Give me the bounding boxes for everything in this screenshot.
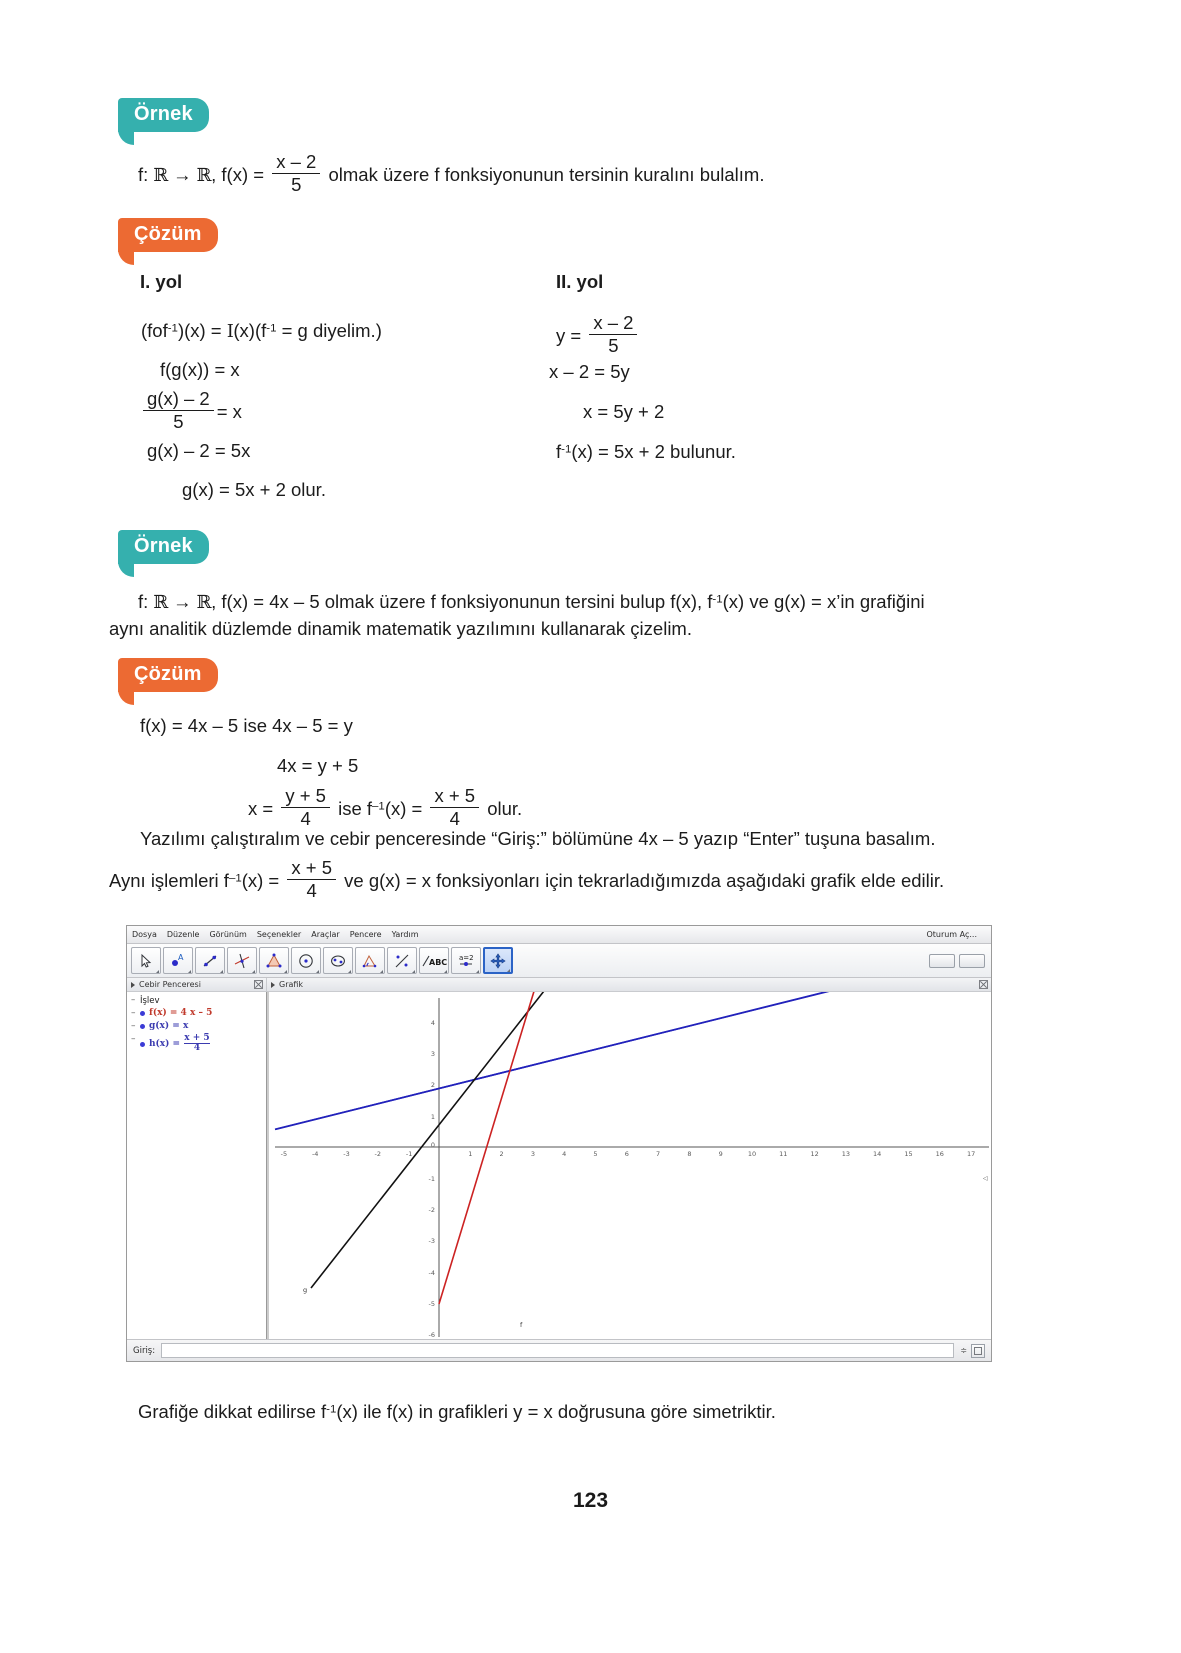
badge-ornek-1-label: Örnek xyxy=(134,103,193,125)
badge-cozum-2-label: Çözüm xyxy=(134,663,202,685)
right-edge-marker: ◁ xyxy=(983,1175,988,1182)
visibility-dot-icon[interactable] xyxy=(140,1024,145,1029)
algebra-item-h-label xyxy=(149,1034,211,1054)
expand-triangle-icon[interactable] xyxy=(271,982,275,988)
fraction-numerator: x – 2 xyxy=(593,312,634,333)
s2p2-c: ve g(x) = x fonksiyonları için tekrarladığımızda aşağıdaki grafik elde edilir. xyxy=(339,870,945,892)
svg-text:11: 11 xyxy=(779,1150,788,1158)
fraction-numerator: x + 5 xyxy=(434,785,476,806)
svg-text:10: 10 xyxy=(747,1150,757,1158)
badge-tail xyxy=(118,251,134,265)
input-bar-right xyxy=(960,1344,991,1358)
svg-text:2: 2 xyxy=(430,1081,435,1089)
solution1-col2-line1 xyxy=(556,313,640,357)
fraction-denominator: 4 xyxy=(287,879,336,902)
solution2-line3 xyxy=(248,786,522,830)
s1c1l1-sup2: -1 xyxy=(266,322,277,335)
svg-text:15: 15 xyxy=(904,1150,913,1158)
fraction-denominator: 5 xyxy=(272,173,320,196)
svg-text:1: 1 xyxy=(468,1150,473,1158)
fraction-x-plus-5-over-4-b xyxy=(287,858,336,902)
fraction-denominator: 4 xyxy=(281,807,330,830)
svg-text:-5: -5 xyxy=(280,1150,288,1158)
fraction-numerator: x + 5 xyxy=(291,857,332,878)
s2l3-mid-b: (x) = xyxy=(384,798,428,820)
redo-button[interactable] xyxy=(959,954,985,968)
solution2-para1: Yazılımı çalıştıralım ve cebir penceresinde “Giriş:” bölümüne 4x – 5 yazıp “Enter” tuşuna basalım. xyxy=(140,828,936,849)
svg-text:-4: -4 xyxy=(428,1269,435,1277)
s1c2l1-lhs: y = xyxy=(556,325,587,347)
algebra-item-f-label: – f(x) = 4 x – 5 xyxy=(149,1008,213,1018)
s1c2l4-b: (x) = 5x + 2 bulunur. xyxy=(571,441,736,462)
graph-svg xyxy=(267,992,991,1339)
menu-item-dosya[interactable]: Dosya xyxy=(132,930,157,939)
circle-center-tool-button[interactable] xyxy=(291,947,321,974)
graphics-view[interactable] xyxy=(267,992,991,1339)
reflect-tool-button[interactable] xyxy=(387,947,417,974)
svg-text:5: 5 xyxy=(593,1150,598,1158)
badge-cozum-2 xyxy=(118,658,218,692)
svg-text:8: 8 xyxy=(687,1150,692,1158)
identity-symbol: I xyxy=(226,321,234,342)
fraction-numerator: x + 5 xyxy=(184,1033,210,1043)
example2-line2: aynı analitik düzlemde dinamik matematik yazılımını kullanarak çizelim. xyxy=(109,618,692,639)
fraction-x-minus-2-over-5-b xyxy=(589,313,637,357)
fraction-gx-minus-2-over-5 xyxy=(143,389,214,433)
badge-cozum-1 xyxy=(118,218,218,252)
s1c1l1-c: (x)(f xyxy=(233,320,267,341)
dropdown-corner-icon xyxy=(412,970,415,973)
algebra-panel-header[interactable] xyxy=(127,978,267,992)
geogebra-body xyxy=(127,978,991,1339)
algebra-item-h[interactable] xyxy=(131,1034,264,1054)
s2l3-sup: –1 xyxy=(372,800,385,813)
badge-cozum-1-label: Çözüm xyxy=(134,223,202,245)
svg-text:A: A xyxy=(178,952,184,962)
menu-item-pencere[interactable]: Pencere xyxy=(349,930,382,939)
perpendicular-line-tool-button[interactable] xyxy=(227,947,257,974)
solution1-col1-title: I. yol xyxy=(140,271,183,292)
point-tool-button[interactable] xyxy=(163,947,193,974)
footer-caption-b: (x) ile f(x) in grafikleri y = x doğrusuna göre simetriktir. xyxy=(336,1401,776,1422)
s1c1l1-b: )(x) = xyxy=(177,320,227,341)
input-field[interactable] xyxy=(161,1343,954,1358)
slider-tool-button[interactable] xyxy=(451,947,481,974)
algebra-view[interactable] xyxy=(127,992,267,1339)
fraction-y-plus-5-over-4 xyxy=(281,786,330,830)
graph-panel-title: Grafik xyxy=(279,980,304,989)
s1c2l4-sup: -1 xyxy=(561,443,572,456)
real-set-symbol-4: ℝ xyxy=(196,592,212,613)
svg-text:-2: -2 xyxy=(374,1150,382,1158)
svg-text:6: 6 xyxy=(624,1150,629,1158)
solution1-col1-line5: g(x) = 5x + 2 olur. xyxy=(182,479,326,500)
algebra-item-f[interactable] xyxy=(131,1008,264,1018)
svg-text:-3: -3 xyxy=(428,1237,435,1245)
real-set-symbol-3: ℝ xyxy=(153,592,168,613)
fraction-numerator: y + 5 xyxy=(285,785,326,806)
algebra-item-h-lhs: h(x) = xyxy=(149,1038,184,1049)
move-tool-button[interactable] xyxy=(131,947,161,974)
svg-text:-1: -1 xyxy=(405,1150,413,1158)
badge-tail xyxy=(118,131,134,145)
s1c1l1-d: = g diyelim.) xyxy=(276,320,382,341)
example1-stmt-pre: f: xyxy=(138,164,154,186)
dropdown-corner-icon xyxy=(316,970,319,973)
arrow-symbol-2: → xyxy=(167,591,197,612)
example1-statement xyxy=(138,152,764,196)
login-button[interactable]: Oturum Aç... xyxy=(926,930,977,939)
s2l3-end: olur. xyxy=(482,798,523,820)
svg-text:0: 0 xyxy=(430,1141,435,1149)
svg-text:3: 3 xyxy=(430,1050,435,1058)
text-tool-button[interactable] xyxy=(419,947,449,974)
svg-text:-2: -2 xyxy=(428,1206,435,1214)
dropdown-corner-icon xyxy=(188,970,191,973)
visibility-dot-icon[interactable] xyxy=(140,1042,145,1047)
solution2-line1: f(x) = 4x – 5 ise 4x – 5 = y xyxy=(140,715,353,736)
svg-text:4: 4 xyxy=(430,1019,435,1027)
badge-ornek-2 xyxy=(118,530,209,564)
toolbar-right-controls xyxy=(929,954,991,968)
svg-text:17: 17 xyxy=(966,1150,976,1158)
arrow-symbol: → xyxy=(167,164,197,186)
svg-text:12: 12 xyxy=(810,1150,819,1158)
s1c1l3-rhs: = x xyxy=(216,401,242,423)
example2-line1 xyxy=(138,588,925,617)
footer-caption-sup: -1 xyxy=(326,1403,337,1416)
label-g: g xyxy=(303,1286,308,1294)
fraction-denominator: 5 xyxy=(589,334,637,357)
svg-text:9: 9 xyxy=(718,1150,723,1158)
algebra-item-g[interactable] xyxy=(131,1021,264,1031)
svg-text:1: 1 xyxy=(430,1113,435,1121)
fraction-denominator: 5 xyxy=(143,410,214,433)
svg-text:16: 16 xyxy=(935,1150,944,1158)
svg-text:7: 7 xyxy=(656,1150,661,1158)
svg-text:a=2: a=2 xyxy=(459,953,474,962)
dropdown-corner-icon xyxy=(252,970,255,973)
input-scroll-icon[interactable]: ≑ xyxy=(960,1346,967,1355)
dropdown-corner-icon xyxy=(284,970,287,973)
undo-button[interactable] xyxy=(929,954,955,968)
svg-text:14: 14 xyxy=(873,1150,882,1158)
svg-text:-1: -1 xyxy=(428,1175,435,1183)
svg-text:ABC: ABC xyxy=(429,957,447,967)
menu-item-secenekler[interactable]: Seçenekler xyxy=(256,930,302,939)
input-bar[interactable] xyxy=(127,1339,991,1361)
algebra-panel-title: Cebir Penceresi xyxy=(139,980,201,989)
badge-ornek-1 xyxy=(118,98,209,132)
solution1-col2-line2: x – 2 = 5y xyxy=(549,361,630,382)
dropdown-corner-icon xyxy=(156,970,159,973)
dropdown-corner-icon xyxy=(444,970,447,973)
menu-item-yardim[interactable]: Yardım xyxy=(391,930,419,939)
fraction-x-plus-5-over-4 xyxy=(430,786,479,830)
solution1-col1-line2: f(g(x)) = x xyxy=(160,359,240,380)
solution1-col2-line3: x = 5y + 2 xyxy=(583,401,665,422)
solution1-col2-line4 xyxy=(556,438,736,467)
page-number: 123 xyxy=(572,1489,609,1512)
svg-text:-5: -5 xyxy=(428,1300,435,1308)
svg-text:3: 3 xyxy=(530,1150,535,1158)
solution1-col1-line1 xyxy=(141,317,382,346)
fraction-denominator: 4 xyxy=(430,807,479,830)
badge-tail xyxy=(118,691,134,705)
solution1-col1-line4: g(x) – 2 = 5x xyxy=(147,440,251,461)
svg-text:-3: -3 xyxy=(343,1150,350,1158)
footer-caption xyxy=(138,1398,776,1427)
badge-ornek-2-label: Örnek xyxy=(134,535,193,557)
svg-text:2: 2 xyxy=(499,1150,504,1158)
fraction-numerator: g(x) – 2 xyxy=(147,388,210,409)
dropdown-corner-icon xyxy=(507,969,510,972)
badge-tail xyxy=(118,563,134,577)
algebra-item-g-label: – g(x) = x xyxy=(149,1021,189,1031)
menu-bar xyxy=(127,926,991,944)
svg-text:13: 13 xyxy=(841,1150,851,1158)
angle-tool-button[interactable] xyxy=(355,947,385,974)
algebra-item-h-fraction xyxy=(184,1034,209,1054)
fraction-numerator: x – 2 xyxy=(276,151,317,172)
input-bar-label: Giriş: xyxy=(133,1345,156,1356)
e2l1-b: , f(x) = 4x – 5 olmak üzere f fonksiyonunun tersini bulup f(x), f xyxy=(211,591,713,612)
close-icon[interactable] xyxy=(254,980,263,989)
e2l1-a: f: xyxy=(138,591,154,612)
s2p2-a: Aynı işlemleri f xyxy=(109,870,229,892)
conic-tool-button[interactable] xyxy=(323,947,353,974)
real-set-symbol-2: ℝ xyxy=(196,165,212,187)
solution2-para2 xyxy=(109,858,944,902)
expand-triangle-icon[interactable] xyxy=(131,982,135,988)
s2l3-lhs: x = xyxy=(248,798,279,820)
dropdown-corner-icon xyxy=(380,970,383,973)
menu-item-araclar[interactable]: Araçlar xyxy=(311,930,340,939)
menu-item-duzenle[interactable]: Düzenle xyxy=(166,930,200,939)
menu-item-gorunum[interactable]: Görünüm xyxy=(209,930,247,939)
s1c2l4-a: f xyxy=(556,441,562,462)
real-set-symbol: ℝ xyxy=(153,165,168,187)
label-f: f xyxy=(520,1321,523,1329)
geogebra-window[interactable] xyxy=(126,925,992,1362)
s2l3-mid-a: ise f xyxy=(332,798,373,820)
s2p2-sup: –1 xyxy=(228,872,242,885)
dropdown-corner-icon xyxy=(220,970,223,973)
graph-panel-header[interactable] xyxy=(267,978,991,992)
s1c1l1-a: (fof xyxy=(141,320,168,341)
polygon-tool-button[interactable] xyxy=(259,947,289,974)
fraction-x-minus-2-over-5 xyxy=(272,152,320,196)
dropdown-corner-icon xyxy=(476,970,479,973)
virtual-keyboard-icon[interactable] xyxy=(971,1344,985,1358)
solution1-col2-title: II. yol xyxy=(556,271,604,292)
fraction-denominator: 4 xyxy=(184,1043,209,1054)
svg-text:4: 4 xyxy=(562,1150,567,1158)
close-icon[interactable] xyxy=(979,980,988,989)
algebra-group-islev: – İşlev xyxy=(131,996,264,1006)
example1-stmt-post: olmak üzere f fonksiyonunun tersinin kuralını bulalım. xyxy=(323,164,765,186)
move-graphics-view-tool-button[interactable] xyxy=(483,947,513,974)
footer-caption-a: Grafiğe dikkat edilirse f xyxy=(138,1401,327,1422)
e2l1-sup: -1 xyxy=(712,593,723,606)
dropdown-corner-icon xyxy=(348,970,351,973)
s1c1l1-sup1: -1 xyxy=(167,322,178,335)
s2p2-b: (x) = xyxy=(241,870,285,892)
example1-stmt-mid: , f(x) = xyxy=(211,164,270,186)
solution2-line2: 4x = y + 5 xyxy=(277,755,359,776)
svg-text:-4: -4 xyxy=(311,1150,319,1158)
solution1-col1-line3 xyxy=(140,389,242,433)
line-tool-button[interactable] xyxy=(195,947,225,974)
e2l1-c: (x) ve g(x) = x’in grafiğini xyxy=(722,591,925,612)
tool-bar xyxy=(127,944,991,978)
visibility-dot-icon[interactable] xyxy=(140,1011,145,1016)
svg-text:-6: -6 xyxy=(428,1331,435,1339)
